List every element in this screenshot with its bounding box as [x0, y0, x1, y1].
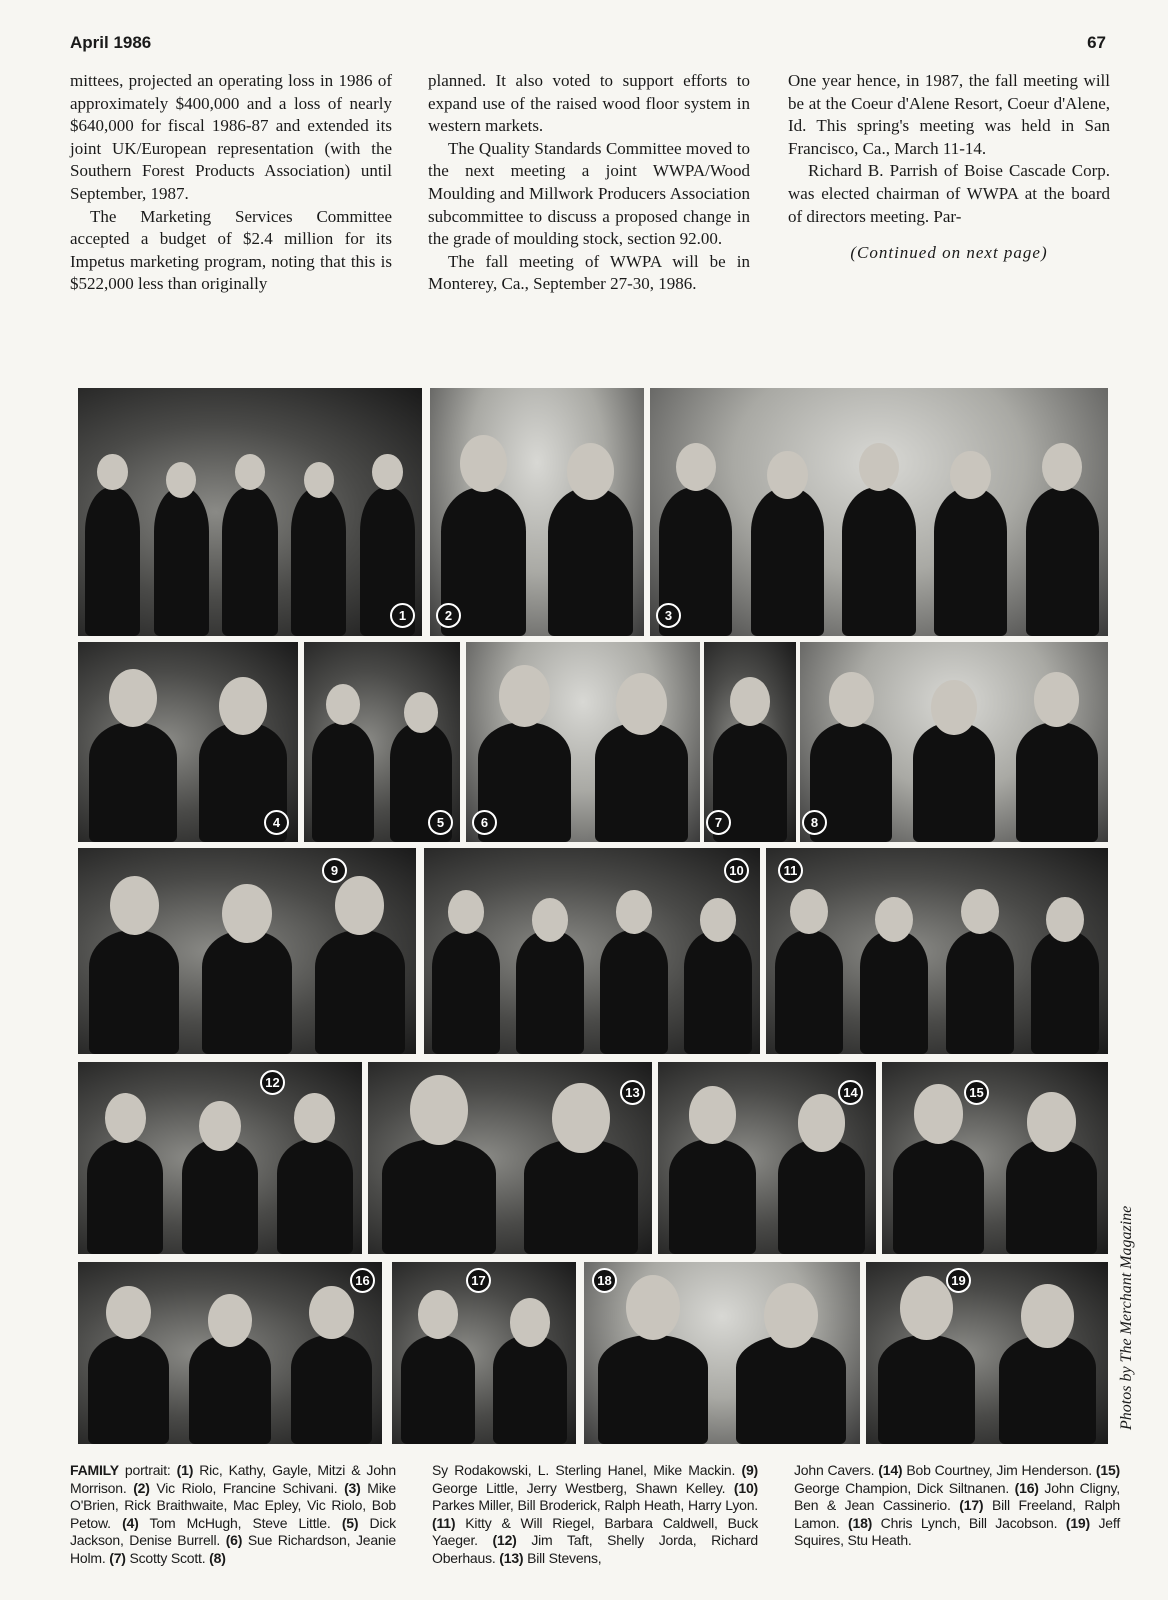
person-face — [97, 454, 127, 490]
person-face — [208, 1294, 253, 1348]
photo — [78, 388, 422, 636]
caption-text: Sy Rodakowski, L. Sterling Hanel, Mike Mackin. — [432, 1462, 742, 1478]
person-silhouette — [999, 1335, 1096, 1444]
person-face — [914, 1084, 964, 1144]
photo — [766, 848, 1108, 1054]
photo-number-badge: 16 — [350, 1268, 375, 1293]
person-face — [859, 443, 899, 491]
caption-number: (6) — [225, 1532, 243, 1548]
person-face — [1021, 1284, 1074, 1348]
person-silhouette — [222, 487, 277, 636]
person-silhouette — [1006, 1139, 1096, 1254]
person-silhouette — [291, 1335, 372, 1444]
person-face — [829, 672, 874, 726]
person-face — [199, 1101, 241, 1151]
person-silhouette — [202, 930, 292, 1054]
caption-text: portrait: — [118, 1462, 177, 1478]
person-face — [790, 889, 828, 934]
photo-number-badge: 1 — [390, 603, 415, 628]
person-face — [616, 890, 653, 934]
person-face — [875, 897, 913, 942]
person-silhouette — [600, 930, 667, 1054]
person-silhouette — [1016, 722, 1098, 842]
person-face — [326, 684, 360, 725]
caption-text: Jeff Squires, Stu Heath. — [794, 1514, 1121, 1548]
paragraph: mittees, projected an operating loss in 1986 of approximately $400,000 and a loss of nearly $640,000 for fiscal 1986-87 and extended its joint UK/European representation (with the Southern Forest Products Association) until September, 1987. — [70, 71, 392, 203]
caption-number: (17) — [959, 1497, 984, 1513]
photo — [78, 642, 298, 842]
paragraph: Richard B. Parrish of Boise Cascade Corp. was elected chairman of WWPA at the board of directors meeting. Par- — [788, 161, 1110, 226]
photo-number-badge: 15 — [964, 1080, 989, 1105]
caption-number: (14) — [878, 1462, 903, 1478]
caption-column-1 — [70, 1462, 396, 1567]
person-face — [552, 1083, 610, 1152]
photo-number-badge: 11 — [778, 858, 803, 883]
photo-number-badge: 7 — [706, 810, 731, 835]
person-silhouette — [401, 1335, 475, 1444]
person-silhouette — [1026, 487, 1099, 636]
person-silhouette — [312, 722, 374, 842]
person-face — [900, 1276, 953, 1340]
person-face — [616, 673, 667, 735]
caption-number: (12) — [492, 1532, 517, 1548]
photo-number-badge: 14 — [838, 1080, 863, 1105]
person-face — [689, 1086, 737, 1144]
person-silhouette — [736, 1335, 846, 1444]
photo-number-badge: 5 — [428, 810, 453, 835]
person-silhouette — [493, 1335, 567, 1444]
person-face — [372, 454, 402, 490]
photo-number-badge: 19 — [946, 1268, 971, 1293]
photo-number-badge: 8 — [802, 810, 827, 835]
caption-number: (7) — [109, 1549, 126, 1566]
caption-text: Bill Freeland, Ralph Lamon. — [794, 1497, 1120, 1531]
caption-lead: FAMILY — [70, 1462, 119, 1478]
caption-number: (15) — [1095, 1462, 1120, 1478]
person-silhouette — [291, 487, 346, 636]
person-silhouette — [751, 487, 824, 636]
person-silhouette — [524, 1139, 638, 1254]
caption-number: (13) — [499, 1549, 524, 1566]
issue-date: April 1986 — [70, 33, 152, 52]
photo — [78, 1062, 362, 1254]
person-face — [1042, 443, 1082, 491]
person-silhouette — [85, 487, 140, 636]
caption-number: (2) — [133, 1479, 150, 1496]
person-face — [219, 677, 267, 735]
caption-number: (1) — [176, 1462, 194, 1478]
person-face — [235, 454, 265, 490]
person-face — [798, 1094, 846, 1152]
caption-text: Bob Courtney, Jim Henderson. — [902, 1462, 1096, 1478]
caption-number: (4) — [122, 1514, 139, 1531]
person-silhouette — [598, 1335, 708, 1444]
caption-text: Chris Lynch, Bill Jacobson. — [872, 1514, 1066, 1531]
person-silhouette — [684, 930, 751, 1054]
person-silhouette — [154, 487, 209, 636]
person-face — [764, 1283, 819, 1349]
person-face — [676, 443, 716, 491]
person-silhouette — [934, 487, 1007, 636]
person-face — [335, 876, 385, 935]
photo-credit: Photos by The Merchant Magazine — [1118, 1205, 1135, 1430]
paragraph: The Quality Standards Committee moved to the next meeting a joint WWPA/Wood Moulding and Millwork Producers Association subcommittee to discuss a proposed change in the grade of moulding stock, section 92.00. — [428, 138, 750, 249]
photo — [800, 642, 1108, 842]
caption-text: Tom McHugh, Steve Little. — [138, 1514, 342, 1531]
person-face — [105, 1093, 147, 1143]
person-silhouette — [913, 722, 995, 842]
person-face — [767, 451, 807, 499]
photo — [650, 388, 1108, 636]
person-silhouette — [1031, 930, 1099, 1054]
person-silhouette — [946, 930, 1014, 1054]
photo-number-badge: 2 — [436, 603, 461, 628]
person-face — [294, 1093, 336, 1143]
caption-text: George Little, Jerry Westberg, Shawn Kelley. — [432, 1479, 734, 1496]
person-silhouette — [548, 487, 634, 636]
person-face — [222, 884, 272, 943]
caption-text: Bill Stevens, — [523, 1549, 602, 1566]
person-face — [304, 462, 334, 498]
caption-text: George Champion, Dick Siltnanen. — [794, 1479, 1015, 1496]
person-silhouette — [860, 930, 928, 1054]
photo-number-badge: 17 — [466, 1268, 491, 1293]
person-face — [567, 443, 614, 499]
person-face — [106, 1286, 151, 1340]
person-silhouette — [89, 722, 177, 842]
caption-text: Scotty Scott. — [125, 1549, 210, 1566]
person-face — [730, 677, 770, 726]
person-face — [510, 1298, 550, 1347]
person-silhouette — [775, 930, 843, 1054]
person-face — [1027, 1092, 1077, 1152]
caption-text: Vic Riolo, Francine Schivani. — [149, 1479, 345, 1496]
caption-column-2 — [432, 1462, 758, 1567]
caption-number: (11) — [432, 1514, 456, 1531]
person-silhouette — [88, 1335, 169, 1444]
person-face — [460, 435, 507, 491]
photo-number-badge: 18 — [592, 1268, 617, 1293]
caption-number: (8) — [209, 1549, 226, 1566]
paragraph: One year hence, in 1987, the fall meeting will be at the Coeur d'Alene Resort, Coeur d'Alene, Id. This spring's meeting was held in San Francisco, Ca., March 11-14. — [788, 71, 1110, 158]
person-face — [961, 889, 999, 934]
photo — [882, 1062, 1108, 1254]
person-silhouette — [893, 1139, 983, 1254]
person-face — [499, 665, 550, 727]
person-silhouette — [89, 930, 179, 1054]
photo-number-badge: 13 — [620, 1080, 645, 1105]
person-silhouette — [277, 1139, 353, 1254]
photo-number-badge: 12 — [260, 1070, 285, 1095]
person-silhouette — [432, 930, 499, 1054]
caption-number: (18) — [848, 1514, 873, 1531]
caption-number: (16) — [1014, 1479, 1039, 1496]
photo-number-badge: 10 — [724, 858, 749, 883]
caption-number: (3) — [344, 1479, 361, 1496]
person-face — [309, 1286, 354, 1340]
caption-text: Sue Richardson, Jeanie Holm. — [70, 1532, 397, 1566]
person-face — [1034, 672, 1079, 726]
photo — [78, 1262, 382, 1444]
caption-column-3 — [794, 1462, 1120, 1550]
caption-number: (9) — [741, 1462, 758, 1478]
paragraph: The fall meeting of WWPA will be in Monterey, Ca., September 27-30, 1986. — [428, 251, 750, 294]
caption-text: Parkes Miller, Bill Broderick, Ralph Heath, Harry Lyon. — [432, 1497, 758, 1513]
photo — [584, 1262, 860, 1444]
person-silhouette — [87, 1139, 163, 1254]
person-face — [448, 890, 485, 934]
paragraph: planned. It also voted to support efforts to expand use of the raised wood floor system in western markets. — [428, 71, 750, 136]
photo — [866, 1262, 1108, 1444]
caption-number: (19) — [1065, 1514, 1090, 1531]
person-silhouette — [778, 1139, 865, 1254]
caption-number: (5) — [341, 1514, 359, 1531]
person-silhouette — [189, 1335, 270, 1444]
photo — [424, 848, 760, 1054]
person-silhouette — [878, 1335, 975, 1444]
person-face — [110, 876, 160, 935]
person-face — [931, 680, 976, 734]
person-silhouette — [669, 1139, 756, 1254]
caption-text: Kitty & Will Riegel, Barbara Caldwell, Buck Yaeger. — [432, 1514, 758, 1548]
caption-text: Ric, Kathy, Gayle, Mitzi & John Morrison. — [70, 1462, 396, 1496]
person-face — [418, 1290, 458, 1339]
photo-number-badge: 9 — [322, 858, 347, 883]
page-number: 67 — [1087, 33, 1106, 52]
caption-text: Dick Jackson, Denise Burrell. — [70, 1514, 396, 1548]
caption-text: Jim Taft, Shelly Jorda, Richard Oberhaus. — [432, 1532, 758, 1566]
person-silhouette — [382, 1139, 496, 1254]
photo-number-badge: 4 — [264, 810, 289, 835]
person-silhouette — [182, 1139, 258, 1254]
photo-number-badge: 6 — [472, 810, 497, 835]
photo — [430, 388, 644, 636]
photo-number-badge: 3 — [656, 603, 681, 628]
person-face — [109, 669, 157, 727]
photo — [78, 848, 416, 1054]
person-silhouette — [842, 487, 915, 636]
person-face — [700, 898, 737, 942]
caption-number: (10) — [733, 1479, 758, 1496]
person-face — [410, 1075, 468, 1144]
caption-text: John Cligny, Ben & Jean Cassinerio. — [794, 1479, 1120, 1513]
person-face — [950, 451, 990, 499]
photo — [368, 1062, 652, 1254]
person-face — [532, 898, 569, 942]
person-silhouette — [315, 930, 405, 1054]
photo — [466, 642, 700, 842]
caption-text: John Cavers. — [794, 1462, 879, 1478]
paragraph: The Marketing Services Committee accepted a budget of $2.4 million for its Impetus marketing program, noting that this is $522,000 less than originally — [70, 206, 392, 294]
person-face — [626, 1275, 681, 1341]
continued-notice: (Continued on next page) — [850, 243, 1048, 263]
person-silhouette — [516, 930, 583, 1054]
person-silhouette — [595, 722, 689, 842]
person-face — [1046, 897, 1084, 942]
caption-text: Mike O'Brien, Rick Braithwaite, Mac Epley, Vic Riolo, Bob Petow. — [70, 1479, 396, 1531]
